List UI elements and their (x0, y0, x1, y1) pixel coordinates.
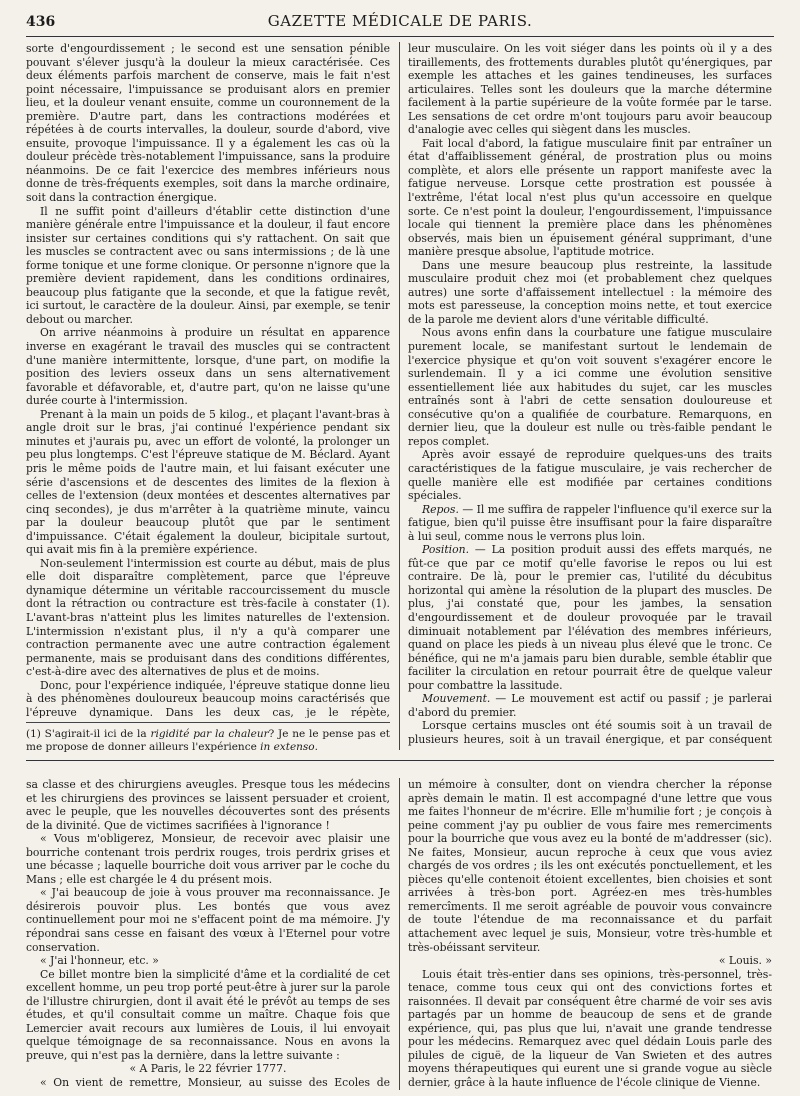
paragraph: « J'ai l'honneur, etc. » (40, 954, 159, 968)
page-header (26, 12, 774, 34)
footnote (26, 728, 390, 755)
section-divider (26, 760, 774, 761)
paragraph: Ce billet montre bien la simplicité d'âme et la cordialité de cet excellent homme, un peu trop porté peut-être à jurer sur la parole de l'illustre chirurgien, dont il avait été le prévôt au temps de ses études, et qu'il consultait comme un maître. Chaque fois que Lemercier avait recours aux lumières de Louis, il lui envoyait quelque témoignage de sa reconnaissance. Nous en avons la preuve, qui n'est pas la dernière, dans la lettre suivante : (26, 967, 390, 1062)
lower-right-column (408, 778, 772, 1090)
paragraph: Dans une mesure beaucoup plus restreinte, la lassitude musculaire produit chez moi (et probablement chez quelques autres) une sorte d'affaissement intellectuel : la mémoire des mots est paresseuse, la conception moins nette, et tout exercice de la parole me devient alors d'une véritable difficulté. (408, 258, 772, 326)
paragraph: Après avoir essayé de reproduire quelques-uns des traits caractéristiques de la fatigue musculaire, je vais rechercher de quelle manière elle est modifiée par certaines conditions spéciales. (408, 448, 772, 503)
header-rule (26, 36, 774, 37)
page-number: 436 (26, 14, 56, 30)
section-position: Position. — La position produit aussi des effets marqués, ne fût-ce que par ce motif qu'elle favorise le repos ou lui est contraire. De là, pour le premier cas, l'utilité du décubitus horizontal qui amène la résolution de la plupart des muscles. De plus, j'ai constaté que, pour les jambes, la sensation d'engourdissement et de douleur provoquée par le travail diminuait notablement par l'élévation des membres inférieurs, quand on place les pieds à un niveau plus élevé que le tronc. Ce bénéfice, qui ne m'a jamais paru bien durable, semble établir que faciliter la circulation en retour pourrait être de quelque valeur pour combattre la lassitude. (408, 543, 772, 692)
upper-left-column (26, 42, 390, 718)
paragraph: sorte d'engourdissement ; le second est une sensation pénible pouvant s'élever jusqu'à la douleur la mieux caractérisée. Ces deux éléments parfois marchent de conserve, mais le fait n'est point nécessaire, l'impuissance se produisant alors en premier lieu, et la douleur venant ensuite, comme un couronnement de la première. D'autre part, dans les contractions modérées et répétées à de courts intervalles, la douleur, sourde d'abord, vive ensuite, provoque l'impuissance. Il y a également les cas où la douleur précède très-notablement l'impuissance, sans la produire néanmoins. De ce fait l'exercice des membres inférieurs nous donne de très-fréquents exemples, soit dans la marche ordinaire, soit dans la contraction énergique. (26, 42, 390, 205)
footnote-text: (1) S'agirait-il ici de la rigidité par la chaleur? Je ne le pense pas et me propose de donner ailleurs l'expérience in extenso. (26, 728, 391, 754)
paragraph: leur musculaire. On les voit siéger dans les points où il y a des tiraillements, des frottements durables plutôt qu'énergiques, par exemple les attaches et les gaines tendineuses, les surfaces articulaires. Telles sont les douleurs que la marche détermine facilement à la partie supérieure de la voûte formée par le tarse. Les sensations de cet ordre m'ont toujours paru avoir beaucoup d'analogie avec celles qui siègent dans les muscles. (408, 42, 772, 137)
paragraph: Lorsque certains muscles ont été soumis soit à un travail de plusieurs heures, soit à un travail énergique, et par conséquent (408, 719, 772, 746)
paragraph: « On vient de remettre, Monsieur, au suisse des Ecoles de (40, 1076, 390, 1090)
paragraph: On arrive néanmoins à produire un résultat en apparence inverse en exagérant le travail des muscles qui se contractent d'une manière intermittente, lorsque, d'une part, on modifie la position des leviers osseux dans un sens alternativement favorable et défavorable, et, d'autre part, qu'on ne laisse qu'une durée courte à l'intermission. (26, 326, 390, 408)
upper-right-column (408, 42, 772, 746)
lower-left-column (26, 778, 390, 1090)
column-divider (399, 778, 400, 1090)
paragraph: sa classe et des chirurgiens aveugles. Presque tous les médecins et les chirurgiens des provinces se laissent persuader et croient, avec le peuple, que les nouvelles découvertes sont des présents de la divinité. Que de victimes sacrifiées à l'ignorance ! (26, 778, 390, 832)
paragraph: « J'ai beaucoup de joie à vous prouver ma reconnaissance. Je désirerois pouvoir plus. Les bontés que vous avez continuellement pour moi ne s'effacent point de ma mémoire. J'y répondrai sans cesse en faisant des vœux à l'Eternel pour votre conservation. (26, 886, 390, 954)
section-mouvement: Mouvement. — Le mouvement est actif ou passif ; je parlerai d'abord du premier. (408, 692, 772, 719)
section-repos: Repos. — Il me suffira de rappeler l'influence qu'il exerce sur la fatigue, bien qu'il puisse être insuffisant pour la faire disparaître à lui seul, comme nous le verrons plus loin. (408, 502, 772, 543)
paragraph: Il ne suffit point d'ailleurs d'établir cette distinction d'une manière générale entre l'impuissance et la douleur, il faut encore insister sur certaines conditions qui s'y rattachent. On sait que les muscles se contractent avec ou sans intermissions ; de là une forme tonique et une forme clonique. Or personne n'ignore que la première devient rapidement, dans les conditions ordinaires, beaucoup plus fatigante que la seconde, et que la fatigue revêt, ici surtout, le caractère de la douleur. Ainsi, par exemple, se tenir debout ou marcher. (26, 204, 390, 326)
letter-signature: « Louis. » (718, 954, 772, 968)
paragraph: « Vous m'obligerez, Monsieur, de recevoir avec plaisir une bourriche contenant trois perdrix rouges, trois perdrix grises et une bécasse ; laquelle bourriche doit vous arriver par le coche du Mans ; elle est chargée le 4 du présent mois. (26, 832, 390, 886)
paragraph: Nous avons enfin dans la courbature une fatigue musculaire purement locale, se manifestant surtout le lendemain de l'exercice physique et qu'on voit souvent s'exagérer encore le surlendemain. Il y a ici comme une évolution sensitive essentiellement liée aux habitudes du sujet, car les muscles entraînés sont à l'abri de cette sensation douloureuse et consécutive qu'on a qualifiée de courbature. Remarquons, en dernier lieu, que la douleur est nulle ou très-faible pendant le repos complet. (408, 326, 772, 448)
footnote-rule (26, 722, 390, 723)
paragraph: Donc, pour l'expérience indiquée, l'épreuve statique donne lieu à des phénomènes douloureux beaucoup moins caractérisés que l'épreuve dynamique. Dans les deux cas, je le répète, (26, 678, 390, 718)
letter-dateline: « A Paris, le 22 février 1777. (129, 1062, 287, 1076)
paragraph: Louis était très-entier dans ses opinions, très-personnel, très-tenace, comme tous ceux qui ont des convictions fortes et raisonnées. Il devait par conséquent être charmé de voir ses avis partagés par un homme de beaucoup de sens et de grande expérience, qui, pas plus que lui, n'avait une grande tendresse pour les médecins. Remarquez avec quel dédain Louis parle des pilules de ciguë, de la liqueur de Van Swieten et des autres moyens thérapeutiques qui eurent une si grande vogue au siècle dernier, grâce à la haute influence de l'école clinique de Vienne. (408, 967, 772, 1090)
paragraph: Prenant à la main un poids de 5 kilog., et plaçant l'avant-bras à angle droit sur le bras, j'ai continué l'expérience pendant six minutes et j'aurais pu, avec un effort de volonté, la prolonger un peu plus longtemps. C'est l'épreuve statique de M. Béclard. Ayant pris le même poids de l'autre main, et lui faisant exécuter une série d'ascensions et de descentes des limites de la flexion à celles de l'extension (deux montées et descentes alternatives par cinq secondes), je dus m'arrêter à la quatrième minute, vaincu par la douleur beaucoup plutôt que par le sentiment d'impuissance. C'était également la douleur, bicipitale surtout, qui avait mis fin à la première expérience. (26, 407, 390, 557)
paragraph: un mémoire à consulter, dont on viendra chercher la réponse après demain le matin. Il est accompagné d'une lettre que vous me faites l'honneur de m'écrire. Elle m'humilie fort ; je conçois à peine comment j'ay pu oublier de vous faire mes remerciments pour la bourriche que vous avez eu la bonté de m'addresser (sic). Ne faites, Monsieur, aucun reproche à ceux que vous aviez chargés de vos ordres ; ils les ont exécutés ponctuellement, et les pièces qu'elle contenoit étoient excellentes, bien choisies et sont arrivées à très-bon port. Agréez-en mes très-humbles remercîments. Il me seroit agréable de pouvoir vous convaincre de toute l'étendue de ma reconnaissance et du parfait attachement avec lequel je suis, Monsieur, votre très-humble et très-obéissant serviteur. (408, 778, 772, 954)
paragraph: Fait local d'abord, la fatigue musculaire finit par entraîner un état d'affaiblissement général, de prostration plus ou moins complète, et alors elle présente un rapport manifeste avec la fatigue nerveuse. Lorsque cette prostration est poussée à l'extrême, l'état local n'est plus qu'un accessoire en quelque sorte. Ce n'est point la douleur, l'engourdissement, l'impuissance locale qui tiennent la première place dans les phénomènes observés, mais bien un épuisement général supprimant, d'une manière presque absolue, l'aptitude motrice. (408, 136, 772, 259)
column-divider (399, 42, 400, 750)
paragraph: Non-seulement l'intermission est courte au début, mais de plus elle doit disparaître complètement, parce que l'épreuve dynamique détermine un véritable raccourcissement du muscle dont la rétraction ou contracture est très-facile à constater (1). L'avant-bras n'atteint plus les limites naturelles de l'extension. L'intermission n'existant plus, il n'y a qu'à comparer une contraction permanente avec une autre contraction également permanente, mais se produisant dans des conditions différentes, c'est-à-dire avec des alternatives de plus et de moins. (26, 556, 390, 679)
journal-title: GAZETTE MÉDICALE DE PARIS. (267, 12, 533, 30)
